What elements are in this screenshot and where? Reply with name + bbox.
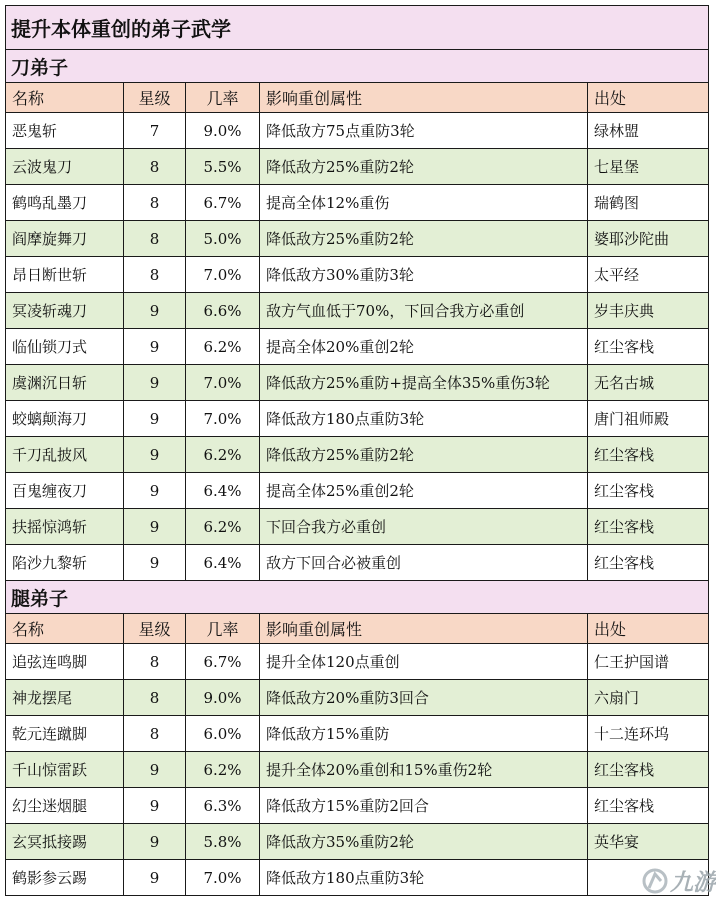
effect-cell: 降低敌方180点重防3轮	[260, 401, 588, 437]
section-title: 腿弟子	[6, 581, 709, 614]
source-cell: 红尘客栈	[588, 329, 709, 365]
table-row	[6, 221, 709, 257]
star-cell: 8	[124, 716, 186, 752]
name-cell: 云波鬼刀	[6, 149, 124, 185]
name-cell: 临仙锁刀式	[6, 329, 124, 365]
section-header	[6, 581, 709, 614]
effect-cell: 提高全体20%重创2轮	[260, 329, 588, 365]
source-cell: 十二连环坞	[588, 716, 709, 752]
name-cell: 昂日断世斩	[6, 257, 124, 293]
table-row	[6, 401, 709, 437]
star-cell: 8	[124, 149, 186, 185]
name-cell: 蛟螭颠海刀	[6, 401, 124, 437]
effect-cell: 敌方气血低于70%，下回合我方必重创	[260, 293, 588, 329]
table-row	[6, 824, 709, 860]
column-header-star: 星级	[124, 614, 186, 644]
column-header-rate: 几率	[186, 614, 260, 644]
table-row	[6, 752, 709, 788]
table-row	[6, 185, 709, 221]
source-cell: 仁王护国谱	[588, 644, 709, 680]
name-cell: 阎摩旋舞刀	[6, 221, 124, 257]
rate-cell: 6.3%	[186, 788, 260, 824]
source-cell: 红尘客栈	[588, 788, 709, 824]
star-cell: 9	[124, 509, 186, 545]
rate-cell: 5.0%	[186, 221, 260, 257]
rate-cell: 7.0%	[186, 365, 260, 401]
star-cell: 9	[124, 437, 186, 473]
jiuyou-logo-icon	[644, 870, 666, 892]
star-cell: 8	[124, 185, 186, 221]
rate-cell: 5.8%	[186, 824, 260, 860]
title-row	[6, 6, 709, 50]
rate-cell: 6.7%	[186, 185, 260, 221]
rate-cell: 6.7%	[186, 644, 260, 680]
name-cell: 幻尘迷烟腿	[6, 788, 124, 824]
rate-cell: 6.6%	[186, 293, 260, 329]
source-cell: 绿林盟	[588, 113, 709, 149]
table-row	[6, 680, 709, 716]
rate-cell: 7.0%	[186, 257, 260, 293]
table-row	[6, 293, 709, 329]
source-cell: 红尘客栈	[588, 437, 709, 473]
table-row	[6, 149, 709, 185]
star-cell: 7	[124, 113, 186, 149]
table-row	[6, 509, 709, 545]
table-row	[6, 257, 709, 293]
star-cell: 9	[124, 788, 186, 824]
star-cell: 8	[124, 680, 186, 716]
rate-cell: 5.5%	[186, 149, 260, 185]
table-row	[6, 860, 709, 896]
column-header-row	[6, 83, 709, 113]
rate-cell: 6.2%	[186, 329, 260, 365]
column-header-rate: 几率	[186, 83, 260, 113]
column-header-star: 星级	[124, 83, 186, 113]
star-cell: 9	[124, 365, 186, 401]
effect-cell: 降低敌方15%重防	[260, 716, 588, 752]
table-row	[6, 113, 709, 149]
effect-cell: 提高全体25%重创2轮	[260, 473, 588, 509]
effect-cell: 降低敌方15%重防2回合	[260, 788, 588, 824]
jiuyou-watermark	[640, 862, 716, 900]
effect-cell: 提升全体120点重创	[260, 644, 588, 680]
star-cell: 9	[124, 824, 186, 860]
table-row	[6, 329, 709, 365]
martial-arts-table	[5, 5, 709, 896]
effect-cell: 降低敌方35%重防2轮	[260, 824, 588, 860]
effect-cell: 降低敌方25%重防+提高全体35%重伤3轮	[260, 365, 588, 401]
star-cell: 9	[124, 401, 186, 437]
section-header	[6, 50, 709, 83]
name-cell: 玄冥抵接踢	[6, 824, 124, 860]
star-cell: 9	[124, 545, 186, 581]
source-cell: 红尘客栈	[588, 545, 709, 581]
effect-cell: 降低敌方75点重防3轮	[260, 113, 588, 149]
watermark-text: 九游	[670, 870, 716, 896]
name-cell: 扶摇惊鸿斩	[6, 509, 124, 545]
page-title: 提升本体重创的弟子武学	[6, 6, 709, 50]
rate-cell: 6.2%	[186, 509, 260, 545]
table-row	[6, 545, 709, 581]
effect-cell: 下回合我方必重创	[260, 509, 588, 545]
table-row	[6, 473, 709, 509]
name-cell: 乾元连蹴脚	[6, 716, 124, 752]
rate-cell: 6.0%	[186, 716, 260, 752]
effect-cell: 降低敌方25%重防2轮	[260, 149, 588, 185]
name-cell: 千山惊雷跃	[6, 752, 124, 788]
name-cell: 陷沙九黎斩	[6, 545, 124, 581]
table-row	[6, 644, 709, 680]
column-header-source: 出处	[588, 614, 709, 644]
star-cell: 9	[124, 473, 186, 509]
column-header-name: 名称	[6, 83, 124, 113]
source-cell: 唐门祖师殿	[588, 401, 709, 437]
source-cell: 岁丰庆典	[588, 293, 709, 329]
source-cell: 六扇门	[588, 680, 709, 716]
name-cell: 鹤鸣乱墨刀	[6, 185, 124, 221]
name-cell: 神龙摆尾	[6, 680, 124, 716]
source-cell: 英华宴	[588, 824, 709, 860]
rate-cell: 6.4%	[186, 473, 260, 509]
source-cell: 红尘客栈	[588, 473, 709, 509]
rate-cell: 6.4%	[186, 545, 260, 581]
source-cell: 太平经	[588, 257, 709, 293]
rate-cell: 7.0%	[186, 401, 260, 437]
source-cell: 红尘客栈	[588, 509, 709, 545]
column-header-row	[6, 614, 709, 644]
name-cell: 千刀乱披风	[6, 437, 124, 473]
rate-cell: 9.0%	[186, 680, 260, 716]
source-cell: 无名古城	[588, 365, 709, 401]
name-cell: 冥凌斩魂刀	[6, 293, 124, 329]
star-cell: 9	[124, 752, 186, 788]
rate-cell: 6.2%	[186, 752, 260, 788]
table-row	[6, 788, 709, 824]
star-cell: 8	[124, 644, 186, 680]
effect-cell: 降低敌方25%重防2轮	[260, 221, 588, 257]
name-cell: 百鬼缠夜刀	[6, 473, 124, 509]
table-row	[6, 365, 709, 401]
name-cell: 鹤影参云踢	[6, 860, 124, 896]
star-cell: 9	[124, 293, 186, 329]
column-header-source: 出处	[588, 83, 709, 113]
rate-cell: 6.2%	[186, 437, 260, 473]
table-row	[6, 437, 709, 473]
star-cell: 9	[124, 860, 186, 896]
column-header-effect: 影响重创属性	[260, 614, 588, 644]
name-cell: 恶鬼斩	[6, 113, 124, 149]
star-cell: 8	[124, 221, 186, 257]
effect-cell: 降低敌方20%重防3回合	[260, 680, 588, 716]
star-cell: 8	[124, 257, 186, 293]
source-cell: 瑞鹤图	[588, 185, 709, 221]
name-cell: 追弦连鸣脚	[6, 644, 124, 680]
source-cell: 红尘客栈	[588, 752, 709, 788]
rate-cell: 7.0%	[186, 860, 260, 896]
rate-cell: 9.0%	[186, 113, 260, 149]
effect-cell: 降低敌方30%重防3轮	[260, 257, 588, 293]
table-row	[6, 716, 709, 752]
effect-cell: 提高全体12%重伤	[260, 185, 588, 221]
source-cell: 婆耶沙陀曲	[588, 221, 709, 257]
effect-cell: 降低敌方25%重防2轮	[260, 437, 588, 473]
effect-cell: 敌方下回合必被重创	[260, 545, 588, 581]
name-cell: 虞渊沉日斩	[6, 365, 124, 401]
column-header-effect: 影响重创属性	[260, 83, 588, 113]
column-header-name: 名称	[6, 614, 124, 644]
section-title: 刀弟子	[6, 50, 709, 83]
effect-cell: 提升全体20%重创和15%重伤2轮	[260, 752, 588, 788]
source-cell: 七星堡	[588, 149, 709, 185]
effect-cell: 降低敌方180点重防3轮	[260, 860, 588, 896]
star-cell: 9	[124, 329, 186, 365]
